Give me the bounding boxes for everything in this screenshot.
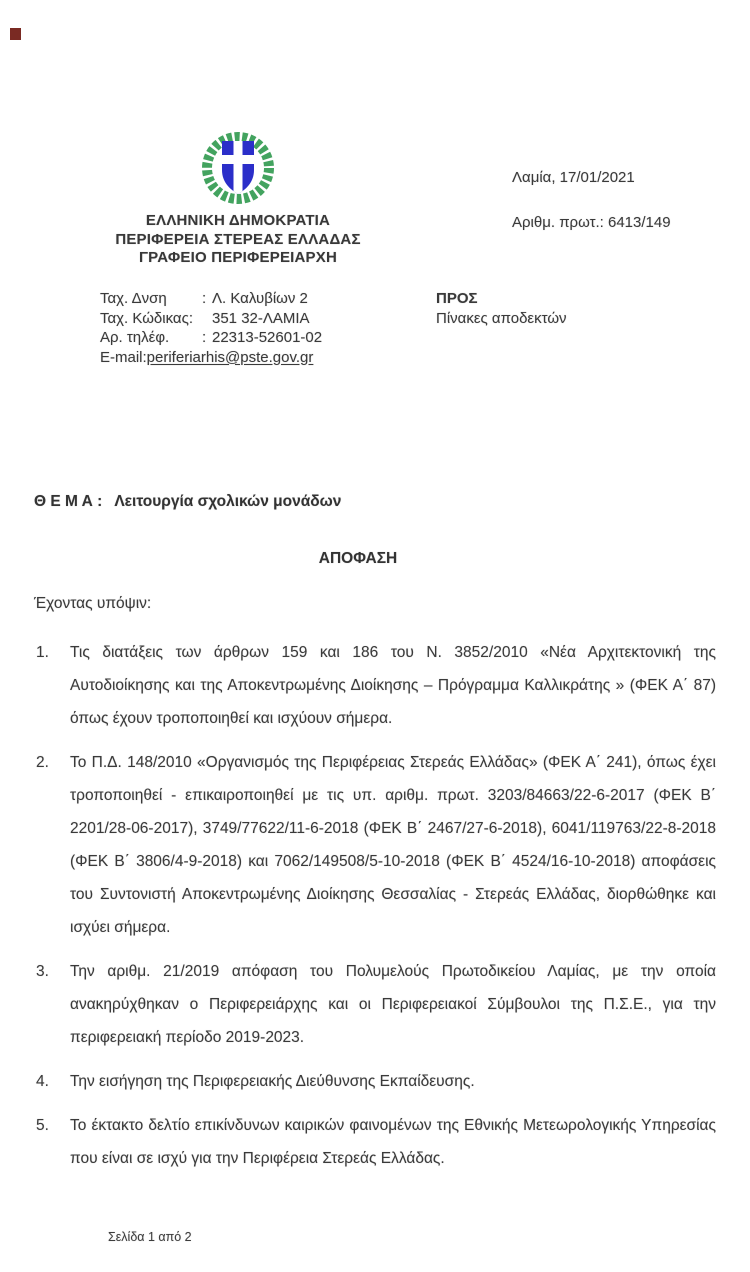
list-item	[36, 1065, 716, 1098]
list-item	[36, 746, 716, 944]
list-item-text: Το Π.Δ. 148/2010 «Οργανισμός της Περιφέρειας Στερεάς Ελλάδας» (ΦΕΚ Α΄ 241), όπως έχει τροποποιηθεί - επικαιροποιηθεί με τις υπ. αριθμ. πρωτ. 3203/84663/22-6-2017 (ΦΕΚ Β΄ 2201/28-06-2017), 3749/77622/11-6-2018 (ΦΕΚ Β΄ 2467/27-6-2018), 6041/119763/22-8-2018 (ΦΕΚ Β΄ 3806/4-9-2018) και 7062/149508/5-10-2018 (ΦΕΚ Β΄ 4524/16-10-2018) αποφάσεις του Συντονιστή Αποκεντρωμένης Διοίκησης Θεσσαλίας - Στερεάς Ελλάδας, διορθώθηκε και ισχύει σήμερα.	[70, 754, 716, 936]
contact-colon	[202, 309, 212, 329]
contact-value: Λ. Καλυβίων 2	[212, 290, 308, 307]
list-item-text: Το έκτακτο δελτίο επικίνδυνων καιρικών φαινομένων της Εθνικής Μετεωρολογικής Υπηρεσίας που είναι σε ισχύ για την Περιφέρεια Στερεάς Ελλάδας.	[70, 1117, 716, 1167]
cross-vertical-bar	[234, 141, 243, 194]
contact-row-address	[100, 289, 322, 309]
protocol-number: Αριθμ. πρωτ.: 6413/149	[512, 214, 671, 231]
contact-label: Ταχ. Κώδικας:	[100, 309, 193, 327]
org-line-region: ΠΕΡΙΦΕΡΕΙΑ ΣΤΕΡΕΑΣ ΕΛΛΑΔΑΣ	[115, 230, 361, 248]
org-line-office: ΓΡΑΦΕΙΟ ΠΕΡΙΦΕΡΕΙΑΡΧΗ	[138, 249, 338, 266]
recipient-to-label: ΠΡΟΣ	[436, 290, 478, 307]
contact-block	[100, 289, 322, 367]
greek-coat-of-arms-emblem	[198, 124, 278, 217]
list-item	[36, 955, 716, 1054]
list-item-text: Την εισήγηση της Περιφερειακής Διεύθυνσης Εκπαίδευσης.	[70, 1073, 475, 1090]
page-number-footer: Σελίδα 1 από 2	[108, 1230, 192, 1244]
list-item-text: Τις διατάξεις των άρθρων 159 και 186 του Ν. 3852/2010 «Νέα Αρχιτεκτονική της Αυτοδιοίκησης και της Αποκεντρωμένης Διοίκησης – Πρόγραμμα Καλλικράτης » (ΦΕΚ Α΄ 87) όπως έχουν τροποποιηθεί και ισχύουν σήμερα.	[70, 644, 716, 727]
contact-colon: :	[202, 329, 207, 346]
list-item	[36, 1109, 716, 1175]
decision-intro: Έχοντας υπόψιν:	[34, 595, 152, 612]
org-line-republic: ΕΛΛΗΝΙΚΗ ΔΗΜΟΚΡΑΤΙΑ	[145, 212, 331, 229]
considerations-list	[36, 636, 716, 1186]
recipient-block	[436, 289, 567, 328]
list-item-number: 1.	[36, 644, 49, 661]
list-item-number: 4.	[36, 1073, 49, 1090]
contact-row-phone	[100, 328, 322, 348]
letterhead-org-block	[60, 212, 416, 268]
contact-label: E-mail:	[100, 348, 147, 366]
list-item-number: 3.	[36, 963, 49, 980]
contact-label: Ταχ. Δνση	[100, 290, 167, 307]
email-link[interactable]: periferiarhis@pste.gov.gr	[146, 348, 314, 366]
recipient-to-value: Πίνακες αποδεκτών	[436, 309, 567, 327]
coat-of-arms-icon	[198, 124, 278, 212]
contact-colon: :	[202, 290, 207, 307]
contact-row-postal-code	[100, 309, 322, 329]
subject-line	[34, 493, 341, 511]
contact-row-email	[100, 348, 322, 368]
subject-text: Λειτουργία σχολικών μονάδων	[114, 493, 342, 510]
list-item-text: Την αριθμ. 21/2019 απόφαση του Πολυμελούς Πρωτοδικείου Λαμίας, με την οποία ανακηρύχθηκαν ο Περιφερειάρχης και οι Περιφερειακοί Σύμβουλοι της Π.Σ.Ε., για την περιφερειακή περίοδο 2019-2023.	[70, 963, 716, 1046]
cross-horizontal-bar	[222, 155, 254, 164]
contact-value: 22313-52601-02	[212, 329, 323, 346]
list-item	[36, 636, 716, 735]
list-item-number: 2.	[36, 754, 49, 771]
decision-heading: ΑΠΟΦΑΣΗ	[318, 550, 398, 567]
contact-label: Αρ. τηλέφ.	[100, 329, 170, 346]
subject-label: Θ Ε Μ Α :	[34, 493, 103, 510]
document-date: Λαμία, 17/01/2021	[512, 169, 635, 186]
corner-mark	[10, 28, 21, 40]
contact-value: 351 32-ΛΑΜΙΑ	[212, 309, 310, 327]
list-item-number: 5.	[36, 1117, 49, 1134]
